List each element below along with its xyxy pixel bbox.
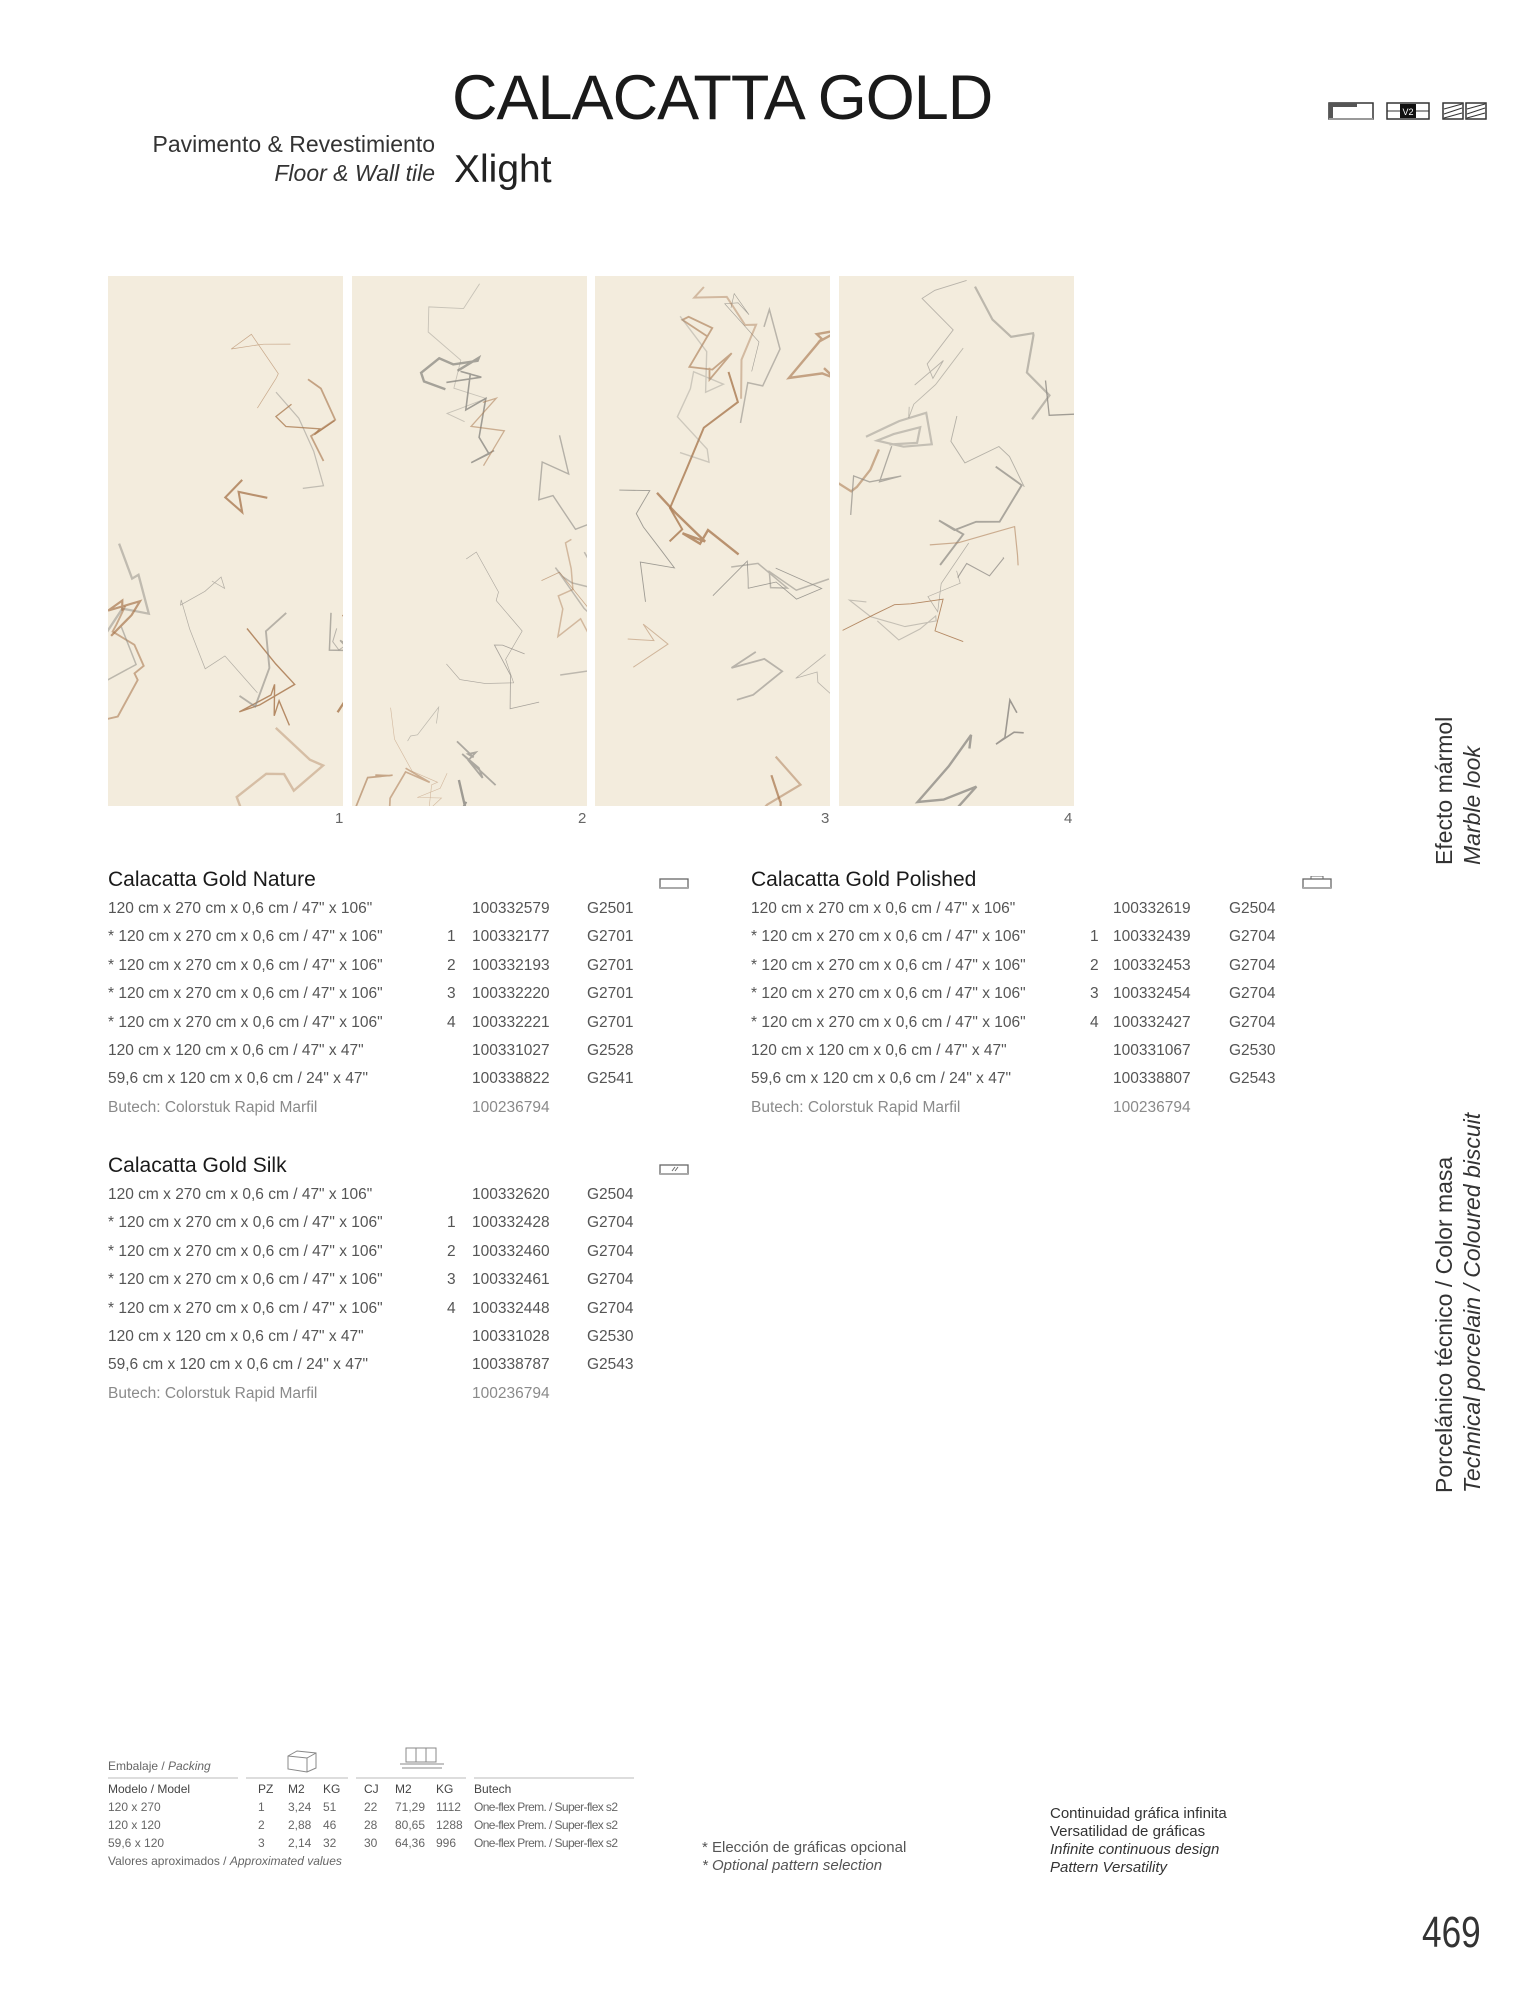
product-code: 100332453 [1113,956,1191,974]
packing-title-en: Packing [168,1759,211,1773]
size: * 120 cm x 270 cm x 0,6 cm / 47" x 106" [108,1271,383,1289]
product-row [108,1356,708,1384]
floor-wall-icon [1328,101,1374,121]
product-code: 100332454 [1113,985,1191,1003]
size: * 120 cm x 270 cm x 0,6 cm / 47" x 106" [108,985,383,1003]
pattern-number: 4 [447,1299,456,1317]
product-section [108,1154,708,1413]
grade-code: G2704 [1229,1013,1276,1031]
product-code: 100332619 [1113,900,1191,917]
optional-pattern-note [702,1839,906,1875]
packing-header: Butech [474,1782,512,1796]
thickness-label: Xlight [454,148,552,191]
size: * 120 cm x 270 cm x 0,6 cm / 47" x 106" [751,928,1026,946]
page-number: 469 [1422,1908,1481,1957]
grade-code: G2704 [587,1214,634,1232]
size: * 120 cm x 270 cm x 0,6 cm / 47" x 106" [108,956,383,974]
continuity-en-2: Pattern Versatility [1050,1859,1167,1876]
tile-number: 2 [578,810,587,827]
tile-image-2 [352,276,587,806]
look-spanish: Efecto mármol [1431,716,1457,865]
product-row [751,1070,1351,1098]
subtitle-spanish: Pavimento & Revestimiento [152,131,435,157]
butech-label: Butech: Colorstuk Rapid Marfil [751,1098,961,1116]
grade-code: G2504 [587,1186,634,1203]
product-section [108,868,708,1127]
pattern-number: 2 [447,956,456,974]
packing-header: Modelo / Model [108,1782,191,1796]
butech-label: Butech: Colorstuk Rapid Marfil [108,1098,318,1116]
pattern-number: 1 [447,928,456,946]
grade-code: G2504 [1229,900,1276,917]
grade-code: G2701 [587,1013,634,1031]
product-row [108,1042,708,1070]
product-row [108,928,708,956]
grade-code: G2543 [587,1356,634,1374]
packing-cell: 59,6 x 120 [108,1836,165,1850]
packing-cell: 1288 [436,1818,463,1832]
packing-cell: 1 [258,1800,265,1814]
product-code: 100332620 [472,1186,550,1203]
section-title: Calacatta Gold Silk [108,1154,287,1177]
packing-cell: One-flex Prem. / Super-flex s2 [474,1800,618,1814]
packing-title-es: Embalaje / [108,1759,169,1773]
grade-code: G2704 [587,1271,634,1289]
size: * 120 cm x 270 cm x 0,6 cm / 47" x 106" [751,985,1026,1003]
butech-code: 100236794 [472,1098,550,1116]
packing-header: CJ [364,1782,379,1796]
packing-cell: 28 [364,1818,378,1832]
product-row [751,985,1351,1013]
pattern-icon [1442,101,1488,121]
pattern-number: 2 [447,1242,456,1260]
grade-code: G2704 [1229,928,1276,946]
size: 120 cm x 120 cm x 0,6 cm / 47" x 47" [751,1041,1007,1059]
size: * 120 cm x 270 cm x 0,6 cm / 47" x 106" [108,1013,383,1031]
header-icons [1328,101,1488,121]
product-row [751,1042,1351,1070]
v2-label: V2 [1402,107,1414,117]
product-code: 100332193 [472,956,550,974]
silk-finish-icon [659,1162,689,1176]
pattern-number: 3 [447,985,456,1003]
packing-cell: 3 [258,1836,265,1850]
size: * 120 cm x 270 cm x 0,6 cm / 47" x 106" [108,1214,383,1232]
size: * 120 cm x 270 cm x 0,6 cm / 47" x 106" [108,1242,383,1260]
product-row [108,1070,708,1098]
grade-code: G2701 [587,956,634,974]
product-code: 100331027 [472,1041,550,1059]
tile-image-3 [595,276,830,806]
product-row [751,900,1351,928]
size: 120 cm x 120 cm x 0,6 cm / 47" x 47" [108,1327,364,1345]
product-code: 100332448 [472,1299,550,1317]
size: 59,6 cm x 120 cm x 0,6 cm / 24" x 47" [751,1070,1011,1088]
butech-code: 100236794 [472,1384,550,1402]
product-row [751,928,1351,956]
product-code: 100332461 [472,1271,550,1289]
box-icon [285,1748,319,1774]
product-row [751,1014,1351,1042]
packing-cell: 120 x 120 [108,1818,161,1832]
product-row [108,1300,708,1328]
butech-row [108,1099,708,1127]
product-row [751,957,1351,985]
pattern-number: 1 [447,1214,456,1232]
butech-row [108,1385,708,1413]
material-english: Technical porcelain / Coloured biscuit [1459,1112,1485,1493]
grade-code: G2704 [1229,956,1276,974]
grade-code: G2530 [1229,1041,1276,1059]
product-code: 100332439 [1113,928,1191,946]
packing-header: KG [436,1782,454,1796]
packing-cell: 71,29 [395,1800,426,1814]
look-english: Marble look [1459,746,1485,865]
packing-header: M2 [395,1782,412,1796]
grade-code: G2501 [587,900,634,917]
product-row [108,1186,708,1214]
product-row [108,985,708,1013]
product-code: 100338822 [472,1070,550,1088]
packing-cell: 1112 [436,1800,461,1814]
butech-row [751,1099,1351,1127]
size: 59,6 cm x 120 cm x 0,6 cm / 24" x 47" [108,1356,368,1374]
grade-code: G2530 [587,1327,634,1345]
section-title: Calacatta Gold Nature [108,868,316,891]
packing-cell: 64,36 [395,1836,426,1850]
butech-label: Butech: Colorstuk Rapid Marfil [108,1384,318,1402]
product-code: 100332579 [472,900,550,917]
product-code: 100338787 [472,1356,550,1374]
tile-image-1 [108,276,343,806]
packing-header: PZ [258,1782,274,1796]
packing-header: KG [323,1782,341,1796]
grade-code: G2543 [1229,1070,1276,1088]
grade-code: G2528 [587,1041,634,1059]
packing-cell: 46 [323,1818,337,1832]
pallet-icon [398,1744,446,1772]
product-code: 100332177 [472,928,550,946]
continuity-es-2: Versatilidad de gráficas [1050,1823,1206,1840]
tile-number: 4 [1064,810,1073,827]
size: * 120 cm x 270 cm x 0,6 cm / 47" x 106" [751,956,1026,974]
grade-code: G2541 [587,1070,634,1088]
packing-cell: 2,88 [288,1818,312,1832]
packing-cell: One-flex Prem. / Super-flex s2 [474,1818,618,1832]
product-code: 100331067 [1113,1041,1191,1059]
product-row [108,1271,708,1299]
product-code: 100338807 [1113,1070,1191,1088]
pattern-number: 4 [1090,1013,1099,1031]
packing-cell: 996 [436,1836,457,1850]
packing-cell: 120 x 270 [108,1800,161,1814]
product-row [108,1014,708,1042]
product-code: 100332427 [1113,1013,1191,1031]
nature-finish-icon [659,876,689,890]
product-row [108,900,708,928]
size: 120 cm x 270 cm x 0,6 cm / 47" x 106" [108,1186,373,1203]
size: * 120 cm x 270 cm x 0,6 cm / 47" x 106" [751,1013,1026,1031]
tile-number: 1 [335,810,344,827]
pattern-number: 4 [447,1013,456,1031]
packing-cell: 22 [364,1800,378,1814]
grade-code: G2701 [587,985,634,1003]
optional-note-en: * Optional pattern selection [702,1857,883,1874]
footnote-en: Approximated values [229,1854,342,1868]
pattern-number: 1 [1090,928,1099,946]
grade-code: G2701 [587,928,634,946]
grade-code: G2704 [1229,985,1276,1003]
packing-cell: 2 [258,1818,265,1832]
size: * 120 cm x 270 cm x 0,6 cm / 47" x 106" [108,928,383,946]
packing-cell: 2,14 [288,1836,312,1850]
packing-header: M2 [288,1782,305,1796]
packing-cell: 3,24 [288,1800,312,1814]
size: 120 cm x 270 cm x 0,6 cm / 47" x 106" [108,900,373,917]
product-code: 100331028 [472,1327,550,1345]
material-spanish: Porcelánico técnico / Color masa [1431,1156,1457,1493]
product-row [108,957,708,985]
product-row [108,1328,708,1356]
pattern-number: 3 [447,1271,456,1289]
product-section [751,868,1351,1127]
grade-code: G2704 [587,1299,634,1317]
subtitle-english: Floor & Wall tile [274,160,435,186]
size: 120 cm x 120 cm x 0,6 cm / 47" x 47" [108,1041,364,1059]
butech-code: 100236794 [1113,1098,1191,1116]
material-label [1430,1113,1486,1493]
product-code: 100332460 [472,1242,550,1260]
polished-finish-icon [1302,876,1332,890]
product-code: 100332221 [472,1013,550,1031]
tile-number: 3 [821,810,830,827]
product-code: 100332220 [472,985,550,1003]
continuity-es-1: Continuidad gráfica infinita [1050,1805,1227,1822]
page-title: CALACATTA GOLD [452,63,993,133]
section-title: Calacatta Gold Polished [751,868,977,891]
tile-image-4 [839,276,1074,806]
size: 59,6 cm x 120 cm x 0,6 cm / 24" x 47" [108,1070,368,1088]
continuity-en-1: Infinite continuous design [1050,1841,1220,1858]
product-row [108,1243,708,1271]
packing-cell: 30 [364,1836,378,1850]
product-code: 100332428 [472,1214,550,1232]
packing-cell: One-flex Prem. / Super-flex s2 [474,1836,618,1850]
grade-code: G2704 [587,1242,634,1260]
pattern-number: 3 [1090,985,1099,1003]
continuity-note [1050,1805,1227,1877]
packing-cell: 32 [323,1836,337,1850]
size: * 120 cm x 270 cm x 0,6 cm / 47" x 106" [108,1299,383,1317]
footnote-es: Valores aproximados / [108,1854,230,1868]
packing-cell: 80,65 [395,1818,426,1832]
look-label [1430,717,1486,865]
pattern-number: 2 [1090,956,1099,974]
optional-note-es: * Elección de gráficas opcional [702,1839,907,1856]
v2-variation-icon [1386,101,1430,121]
size: 120 cm x 270 cm x 0,6 cm / 47" x 106" [751,900,1016,917]
packing-cell: 51 [323,1800,337,1814]
product-row [108,1214,708,1242]
